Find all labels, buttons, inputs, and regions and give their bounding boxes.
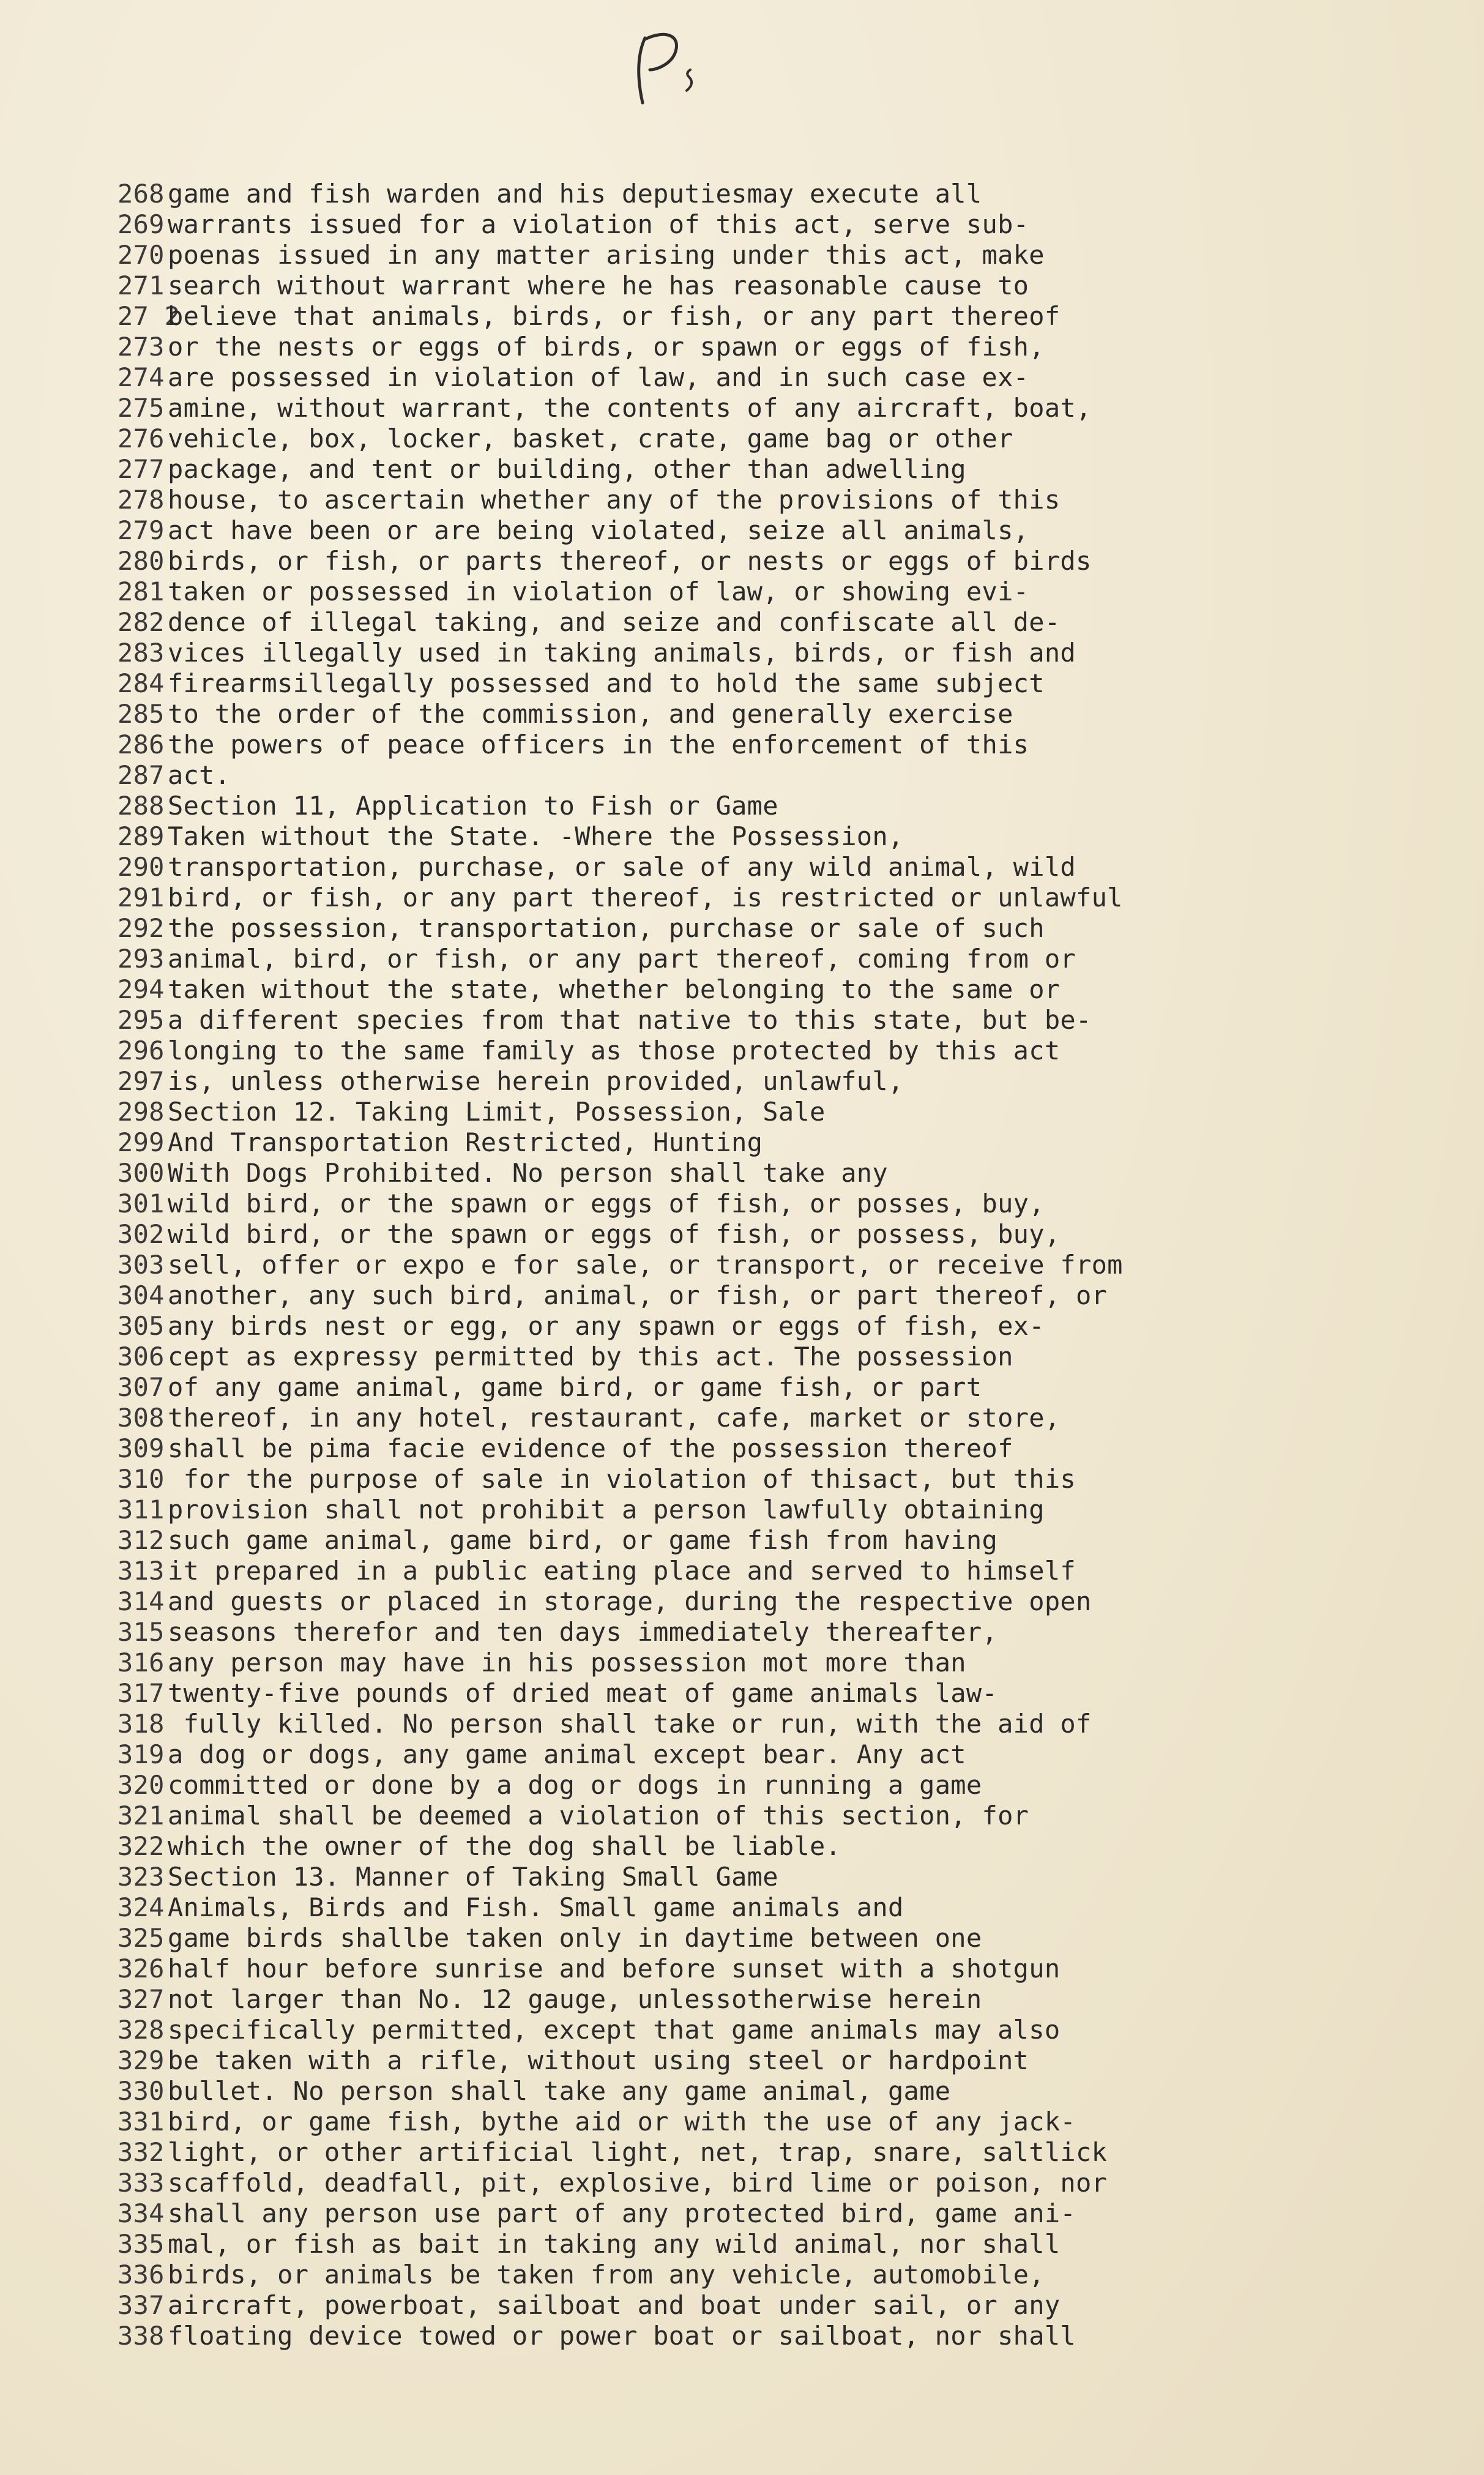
document-line — [117, 1617, 1464, 1648]
line-number: 318 — [117, 1709, 165, 1739]
line-number: 279 — [117, 515, 165, 545]
line-text: Section 11, Application to Fish or Game — [168, 791, 778, 821]
line-text: the possession, transportation, purchase or sale of such — [168, 913, 1045, 943]
line-number: 330 — [117, 2076, 165, 2106]
line-text: And Transportation Restricted, Hunting — [168, 1127, 763, 1157]
document-line — [117, 2076, 1464, 2107]
document-line — [117, 1739, 1464, 1770]
line-number: 275 — [117, 393, 165, 423]
document-line — [117, 577, 1464, 607]
handwritten-page-number — [618, 24, 728, 116]
line-number: 333 — [117, 2168, 165, 2198]
line-number: 320 — [117, 1770, 165, 1800]
line-text: which the owner of the dog shall be liable. — [168, 1831, 841, 1861]
line-number: 338 — [117, 2321, 165, 2351]
document-line — [117, 1525, 1464, 1556]
document-line — [117, 668, 1464, 699]
document-line — [117, 1127, 1464, 1158]
line-number: 269 — [117, 209, 165, 239]
document-line — [117, 944, 1464, 974]
line-number: 281 — [117, 577, 165, 607]
document-line — [117, 2229, 1464, 2260]
line-number: 302 — [117, 1219, 165, 1249]
document-line — [117, 1250, 1464, 1280]
line-number: 331 — [117, 2107, 165, 2137]
document-line — [117, 2198, 1464, 2229]
line-number: 301 — [117, 1189, 165, 1219]
line-number: 328 — [117, 2015, 165, 2045]
line-number: 337 — [117, 2290, 165, 2320]
line-text: search without warrant where he has reasonable cause to — [168, 271, 1029, 301]
document-line — [117, 2168, 1464, 2198]
line-text: birds, or animals be taken from any vehicle, automobile, — [168, 2260, 1045, 2290]
line-text: for the purpose of sale in violation of thisact, but this — [168, 1464, 1076, 1494]
line-text: house, to ascertain whether any of the provisions of this — [168, 485, 1061, 515]
document-line — [117, 791, 1464, 821]
line-number: 334 — [117, 2198, 165, 2228]
line-number: 296 — [117, 1036, 165, 1066]
document-line — [117, 209, 1464, 240]
line-text: or the nests or eggs of birds, or spawn or eggs of fish, — [168, 332, 1045, 362]
line-number: 297 — [117, 1066, 165, 1096]
line-number: 309 — [117, 1433, 165, 1463]
line-text: any birds nest or egg, or any spawn or eggs of fish, ex- — [168, 1311, 1045, 1341]
line-text: vehicle, box, locker, basket, crate, game bag or other — [168, 424, 1013, 454]
document-line — [117, 1342, 1464, 1372]
line-text: taken without the state, whether belonging to the same or — [168, 974, 1061, 1004]
handwritten-five-mark — [618, 24, 728, 116]
line-text: light, or other artificial light, net, trap, snare, saltlick — [168, 2137, 1108, 2167]
document-line — [117, 730, 1464, 760]
line-text: the powers of peace officers in the enforcement of this — [168, 730, 1029, 760]
line-text: wild bird, or the spawn or eggs of fish, or possess, buy, — [168, 1219, 1061, 1249]
document-line — [117, 2015, 1464, 2045]
line-number: 329 — [117, 2045, 165, 2075]
line-text: Taken without the State. -Where the Possession, — [168, 821, 904, 851]
line-text: aircraft, powerboat, sailboat and boat under sail, or any — [168, 2290, 1061, 2320]
document-line — [117, 2045, 1464, 2076]
document-line — [117, 1648, 1464, 1678]
document-line — [117, 1556, 1464, 1586]
line-number: 323 — [117, 1862, 165, 1892]
document-line — [117, 1036, 1464, 1066]
line-text: shall any person use part of any protected bird, game ani- — [168, 2198, 1076, 2228]
document-line — [117, 1219, 1464, 1250]
document-line — [117, 2260, 1464, 2290]
line-number: 336 — [117, 2260, 165, 2290]
document-line — [117, 1678, 1464, 1709]
document-line — [117, 883, 1464, 913]
document-line — [117, 699, 1464, 730]
line-number: 282 — [117, 607, 165, 637]
document-line — [117, 760, 1464, 791]
line-text: floating device towed or power boat or sailboat, nor shall — [168, 2321, 1076, 2351]
line-text: game birds shallbe taken only in daytime between one — [168, 1923, 982, 1953]
line-number: 317 — [117, 1678, 165, 1708]
line-text: dence of illegal taking, and seize and confiscate all de- — [168, 607, 1061, 637]
line-number: 305 — [117, 1311, 165, 1341]
line-number: 315 — [117, 1617, 165, 1647]
line-number: 307 — [117, 1372, 165, 1402]
typed-text-lines — [117, 179, 1464, 2351]
document-line — [117, 1005, 1464, 1036]
document-line — [117, 974, 1464, 1005]
line-text: seasons therefor and ten days immediately thereafter, — [168, 1617, 998, 1647]
document-line — [117, 301, 1464, 332]
line-number: 335 — [117, 2229, 165, 2259]
line-text: Section 12. Taking Limit, Possession, Sale — [168, 1097, 826, 1127]
line-number: 286 — [117, 730, 165, 760]
line-text: bullet. No person shall take any game animal, game — [168, 2076, 951, 2106]
line-number: 324 — [117, 1892, 165, 1922]
document-line — [117, 1862, 1464, 1892]
line-number: 290 — [117, 852, 165, 882]
line-text: a different species from that native to this state, but be- — [168, 1005, 1092, 1035]
line-number: 277 — [117, 454, 165, 484]
line-text: thereof, in any hotel, restaurant, cafe, market or store, — [168, 1403, 1061, 1433]
line-text: and guests or placed in storage, during the respective open — [168, 1586, 1092, 1616]
line-text: cept as expressy permitted by this act. The possession — [168, 1342, 1013, 1372]
line-text: game and fish warden and his deputiesmay execute all — [168, 179, 982, 209]
line-text: amine, without warrant, the contents of any aircraft, boat, — [168, 393, 1092, 423]
line-number: 270 — [117, 240, 165, 270]
line-number: 292 — [117, 913, 165, 943]
line-text: bird, or fish, or any part thereof, is restricted or unlawful — [168, 883, 1123, 913]
line-number: 304 — [117, 1280, 165, 1310]
document-line — [117, 485, 1464, 515]
document-line — [117, 1954, 1464, 1984]
line-number: 298 — [117, 1097, 165, 1127]
line-text: mal, or fish as bait in taking any wild animal, nor shall — [168, 2229, 1061, 2259]
line-text: animal shall be deemed a violation of this section, for — [168, 1801, 1029, 1831]
line-text: taken or possessed in violation of law, or showing evi- — [168, 577, 1029, 607]
line-text: With Dogs Prohibited. No person shall take any — [168, 1158, 888, 1188]
document-line — [117, 393, 1464, 424]
line-number: 284 — [117, 668, 165, 698]
line-number: 306 — [117, 1342, 165, 1372]
line-number: 312 — [117, 1525, 165, 1555]
document-line — [117, 1372, 1464, 1403]
line-text: sell, offer or expo e for sale, or transport, or receive from — [168, 1250, 1123, 1280]
document-line — [117, 1892, 1464, 1923]
line-number: 293 — [117, 944, 165, 974]
document-line — [117, 1495, 1464, 1525]
document-line — [117, 1280, 1464, 1311]
line-text: specifically permitted, except that game animals may also — [168, 2015, 1061, 2045]
line-text: act. — [168, 760, 231, 790]
line-number: 280 — [117, 546, 165, 576]
line-text: wild bird, or the spawn or eggs of fish, or posses, buy, — [168, 1189, 1045, 1219]
line-number: 303 — [117, 1250, 165, 1280]
document-line — [117, 1433, 1464, 1464]
line-number: 278 — [117, 485, 165, 515]
document-line — [117, 271, 1464, 301]
line-text: of any game animal, game bird, or game fish, or part — [168, 1372, 982, 1402]
line-text: a dog or dogs, any game animal except bear. Any act — [168, 1739, 966, 1769]
document-line — [117, 454, 1464, 485]
line-text: vices illegally used in taking animals, birds, or fish and — [168, 638, 1076, 668]
line-text: half hour before sunrise and before sunset with a shotgun — [168, 1954, 1061, 1984]
line-number: 273 — [117, 332, 165, 362]
line-text: bird, or game fish, bythe aid or with the use of any jack- — [168, 2107, 1076, 2137]
line-number: 283 — [117, 638, 165, 668]
line-number: 327 — [117, 1984, 165, 2014]
line-number: 332 — [117, 2137, 165, 2167]
document-line — [117, 2107, 1464, 2137]
line-number: 27 2 — [117, 301, 181, 331]
document-line — [117, 546, 1464, 577]
line-number: 311 — [117, 1495, 165, 1525]
line-text: not larger than No. 12 gauge, unlessotherwise herein — [168, 1984, 982, 2014]
document-line — [117, 1709, 1464, 1739]
document-line — [117, 852, 1464, 883]
line-number: 299 — [117, 1127, 165, 1157]
line-text: fully killed. No person shall take or run, with the aid of — [168, 1709, 1092, 1739]
line-text: birds, or fish, or parts thereof, or nests or eggs of birds — [168, 546, 1092, 576]
line-text: warrants issued for a violation of this act, serve sub- — [168, 209, 1029, 239]
document-line — [117, 1831, 1464, 1862]
document-line — [117, 1801, 1464, 1831]
line-text: act have been or are being violated, seize all animals, — [168, 515, 1029, 545]
line-number: 325 — [117, 1923, 165, 1953]
document-line — [117, 1770, 1464, 1801]
line-text: is, unless otherwise herein provided, unlawful, — [168, 1066, 904, 1096]
line-number: 310 — [117, 1464, 165, 1494]
document-line — [117, 424, 1464, 454]
line-number: 314 — [117, 1586, 165, 1616]
line-text: shall be pima facie evidence of the possession thereof — [168, 1433, 1013, 1463]
document-line — [117, 179, 1464, 209]
document-line — [117, 607, 1464, 638]
line-number: 268 — [117, 179, 165, 209]
line-text: firearmsillegally possessed and to hold the same subject — [168, 668, 1045, 698]
document-line — [117, 913, 1464, 944]
document-line — [117, 1403, 1464, 1433]
line-text: Animals, Birds and Fish. Small game animals and — [168, 1892, 904, 1922]
line-text: another, any such bird, animal, or fish, or part thereof, or — [168, 1280, 1108, 1310]
line-number: 289 — [117, 821, 165, 851]
line-number: 274 — [117, 362, 165, 392]
line-text: Section 13. Manner of Taking Small Game — [168, 1862, 778, 1892]
line-text: package, and tent or building, other than adwelling — [168, 454, 966, 484]
line-text: scaffold, deadfall, pit, explosive, bird lime or poison, nor — [168, 2168, 1108, 2198]
line-text: transportation, purchase, or sale of any wild animal, wild — [168, 852, 1076, 882]
line-number: 313 — [117, 1556, 165, 1586]
line-text: to the order of the commission, and generally exercise — [168, 699, 1013, 729]
document-line — [117, 1984, 1464, 2015]
line-text: animal, bird, or fish, or any part thereof, coming from or — [168, 944, 1076, 974]
line-number: 300 — [117, 1158, 165, 1188]
line-text: it prepared in a public eating place and served to himself — [168, 1556, 1076, 1586]
line-text: committed or done by a dog or dogs in running a game — [168, 1770, 982, 1800]
line-number: 295 — [117, 1005, 165, 1035]
document-line — [117, 1311, 1464, 1342]
line-number: 322 — [117, 1831, 165, 1861]
document-line — [117, 638, 1464, 668]
line-number: 319 — [117, 1739, 165, 1769]
line-number: 288 — [117, 791, 165, 821]
document-line — [117, 1158, 1464, 1189]
document-line — [117, 1586, 1464, 1617]
document-line — [117, 1464, 1464, 1495]
document-line — [117, 1923, 1464, 1954]
document-line — [117, 332, 1464, 362]
line-text: provision shall not prohibit a person lawfully obtaining — [168, 1495, 1045, 1525]
document-line — [117, 1097, 1464, 1127]
line-number: 276 — [117, 424, 165, 454]
line-number: 326 — [117, 1954, 165, 1984]
line-text: be taken with a rifle, without using steel or hardpoint — [168, 2045, 1029, 2075]
line-number: 321 — [117, 1801, 165, 1831]
line-number: 287 — [117, 760, 165, 790]
line-text: believe that animals, birds, or fish, or any part thereof — [168, 301, 1061, 331]
document-line — [117, 1189, 1464, 1219]
line-text: twenty-five pounds of dried meat of game animals law- — [168, 1678, 998, 1708]
line-text: longing to the same family as those protected by this act — [168, 1036, 1061, 1066]
line-number: 285 — [117, 699, 165, 729]
document-line — [117, 2290, 1464, 2321]
line-text: any person may have in his possession mot more than — [168, 1648, 966, 1678]
line-text: poenas issued in any matter arising under this act, make — [168, 240, 1045, 270]
document-line — [117, 2321, 1464, 2351]
document-line — [117, 515, 1464, 546]
document-line — [117, 821, 1464, 852]
line-text: such game animal, game bird, or game fish from having — [168, 1525, 998, 1555]
document-line — [117, 1066, 1464, 1097]
document-line — [117, 362, 1464, 393]
line-number: 271 — [117, 271, 165, 301]
document-line — [117, 240, 1464, 271]
line-number: 294 — [117, 974, 165, 1004]
line-number: 291 — [117, 883, 165, 913]
line-text: are possessed in violation of law, and in such case ex- — [168, 362, 1029, 392]
document-line — [117, 2137, 1464, 2168]
line-number: 316 — [117, 1648, 165, 1678]
line-number: 308 — [117, 1403, 165, 1433]
